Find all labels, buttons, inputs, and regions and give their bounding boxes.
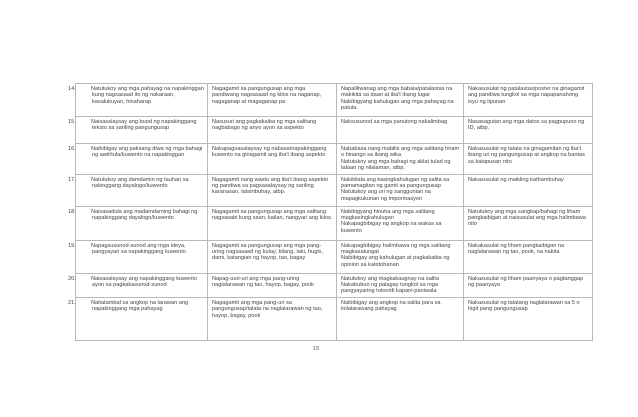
cell-listening-competency	[68, 84, 208, 117]
competency-line: Nakakasulat ng liham pangkaibigan na naglalarawan ng tao, pook, na nakita	[468, 242, 565, 256]
cell-writing-competency	[464, 174, 593, 206]
table-row	[76, 117, 593, 144]
competency-line: Nakabubuo ng palagay tungkol sa mga pangyayaring totoo/di kapani-paniwala	[341, 282, 439, 295]
competency-text	[68, 208, 204, 222]
competency-line: Nagagamit sa pangungusap ang mga pandiwang nagsasaad ng kilos na naganap, nagaganap at magaganap pa	[212, 86, 322, 105]
competency-line: Nakasusulat ng patalastas/poster na ginagamit ang pandiwa tungkol sa mga napapanahong isyu ng lipunan	[468, 86, 585, 105]
item-number: 20.	[68, 275, 76, 282]
item-number: 17.	[68, 176, 76, 183]
competency-label: Naitatambal sa angkop na larawan ang napakinggang mga pahayag	[91, 299, 189, 313]
cell-grammar-competency	[208, 144, 337, 175]
competency-text	[68, 299, 204, 313]
table-row	[76, 297, 593, 340]
cell-reading-competency	[337, 84, 464, 117]
competency-line: Nababasa nang mabilis ang mga salitang hiram o hinango sa ibang wika	[341, 146, 460, 159]
cell-listening-competency	[68, 144, 208, 175]
cell-writing-competency	[464, 144, 593, 175]
cell-reading-competency	[337, 174, 464, 206]
competency-label: Natutukoy ang damdamin ng tauhan sa nakinggang dayalogo/kuwento	[91, 176, 189, 190]
cell-listening-competency	[68, 297, 208, 340]
cell-grammar-competency	[208, 206, 337, 240]
table-row	[76, 174, 593, 206]
cell-writing-competency	[464, 206, 593, 240]
competency-text	[68, 275, 204, 289]
competency-line: Nakasusulat ng maikling kathambuhay	[468, 176, 564, 183]
cell-listening-competency	[68, 206, 208, 240]
competency-line: Nasasagutan ang mga datos sa pagpupuno ng ID, atbp.	[468, 119, 585, 132]
competency-line: Natutukoy ang mga bahagi ng aklat tulad ng talaan ng nilalaman, atbp.	[341, 158, 451, 172]
competency-line: Nabibigyang hinuha ang mga salitang magkasingkahulugan	[341, 208, 435, 222]
competency-line: Napag-uuri-uri ang mga pang-uring naglalarawan ng tao, hayop, bagay, pook	[212, 275, 314, 289]
cell-writing-competency	[464, 273, 593, 297]
table-row	[76, 273, 593, 297]
cell-writing-competency	[464, 84, 593, 117]
competency-line: Nasusuri ang pagkakaiba ng mga salitang nagbabago ng anyo ayon sa aspekto	[212, 119, 317, 132]
cell-grammar-competency	[208, 273, 337, 297]
competency-line: Nakasusulat ng talata na ginagamitan ng iba't ibang uri ng pangungusap at angkop na bantas sa katapusan nito	[468, 146, 585, 165]
competency-text	[68, 176, 204, 190]
cell-listening-competency	[68, 117, 208, 144]
cell-writing-competency	[464, 240, 593, 273]
competency-line: Nakapagbibigay halimbawa ng mga salitang magkasalungat	[341, 242, 451, 256]
competency-label: Napagsusunod-sunod ang mga ideya, pangyayari sa napakinggang kuwento	[91, 242, 186, 256]
cell-reading-competency	[337, 144, 464, 175]
table-row	[76, 206, 593, 240]
cell-grammar-competency	[208, 174, 337, 206]
competency-line: Nakapagsasalaysay ng nabasa/napakinggang kuwento na ginagamit ang iba't ibang aspekto	[212, 146, 327, 159]
competency-label: Naibibigay ang paksang diwa ng mga bahagi ng awit/tula/kuwento na napakinggan	[91, 146, 203, 159]
competency-line: Natutukoy ang mga sangkap/bahagi ng liham pangkaibigan at naisusulat ang mga halimbawa nito	[468, 208, 586, 228]
cell-grammar-competency	[208, 84, 337, 117]
competency-line: Naksusunod sa mga panutong nakalimbag	[341, 119, 448, 125]
cell-writing-competency	[464, 297, 593, 340]
competency-label: Naisasalaysay ang napakinggang kuwento ayon sa pagkakasunud-sunod	[91, 275, 198, 289]
competency-label: Naisasadula ang madamdaming bahagi ng napakinggang dayalogo/kuwento	[91, 208, 198, 222]
page-number: 15	[313, 346, 320, 352]
competency-line: Natutukoy ang magkakaugnay na salita	[341, 275, 439, 282]
competency-line: Nakapagbibigay ng angkop na wakas sa kuwento	[341, 221, 442, 234]
item-number: 19.	[68, 242, 76, 249]
item-number: 18.	[68, 208, 76, 215]
cell-reading-competency	[337, 206, 464, 240]
competency-line: Natutukoy ang uri ng sanggunian na mapagkukunan ng impormasyon	[341, 189, 431, 202]
item-number: 16.	[68, 146, 76, 152]
cell-reading-competency	[337, 117, 464, 144]
cell-writing-competency	[464, 117, 593, 144]
curriculum-table	[68, 83, 593, 341]
table-row	[76, 240, 593, 273]
table-row	[76, 144, 593, 175]
item-number: 14.	[68, 86, 76, 92]
competency-label: Natutukoy ang mga pahayag na napakinggan kung nagsasaad ito ng nakaraan, kasalukuyan, hinaharap	[91, 86, 204, 105]
competency-line: Napaliliwanag ang mga babala/patalastas na makikita sa daan at iba't ibang lugar	[341, 86, 453, 99]
competency-line: Naibibigay ang kahulugan at pagkakaiba ng opinion sa katotohanan	[341, 255, 450, 268]
competency-text	[68, 242, 204, 256]
competency-line: Nakasusulat ng talatang naglalarawan sa 5 o higit pang pangungusap	[468, 299, 580, 313]
cell-listening-competency	[68, 174, 208, 206]
competency-text	[68, 86, 204, 105]
competency-line: Nagagamit sa pangungusap ang mga pang-uring nagsasaad ng kulay, bilang, laki, hugis, dami, katangian ng hayop, tao, bagay	[212, 242, 323, 262]
table-row	[76, 84, 593, 117]
cell-listening-competency	[68, 273, 208, 297]
cell-grammar-competency	[208, 117, 337, 144]
competency-line: Nagagamit ang mga pang-uri sa pangungusap/talata na naglalarawan ng tao, hayop, bagay, pook	[212, 299, 323, 319]
cell-reading-competency	[337, 297, 464, 340]
competency-label: Naisasalaysay ang buod ng napakinggang teksto sa sariling pangungusap	[91, 119, 197, 132]
competency-line: Nagagamit nang wasto ang iba't ibang aspekto ng pandiwa sa pagsasalaysay ng sariling karanasan, talambuhay, atbp.	[212, 176, 329, 196]
item-number: 15.	[68, 119, 76, 125]
cell-reading-competency	[337, 240, 464, 273]
competency-line: Nabibigyang kahulugan ang mga pahayag na patula.	[341, 98, 454, 112]
cell-grammar-competency	[208, 297, 337, 340]
competency-line: Naibibigay ang angkop na salita para sa inilalarawang pahayag	[341, 299, 441, 313]
cell-listening-competency	[68, 240, 208, 273]
competency-line: Nagagamit sa pangungusap ang mga salitang nagsasabi kung saan, kailan, nangyari ang kilos.	[212, 208, 333, 222]
item-number: 21.	[68, 299, 76, 306]
cell-reading-competency	[337, 273, 464, 297]
cell-grammar-competency	[208, 240, 337, 273]
competency-line: Nakikilala ang kasingkahulugan ng salita sa pamamagitan ng gamit sa pangungusap	[341, 176, 450, 190]
competency-text	[68, 146, 204, 159]
competency-text	[68, 119, 204, 132]
competency-line: Nakasusulat ng liham paanyaya o pagtanggap ng paanyaya	[468, 275, 584, 289]
